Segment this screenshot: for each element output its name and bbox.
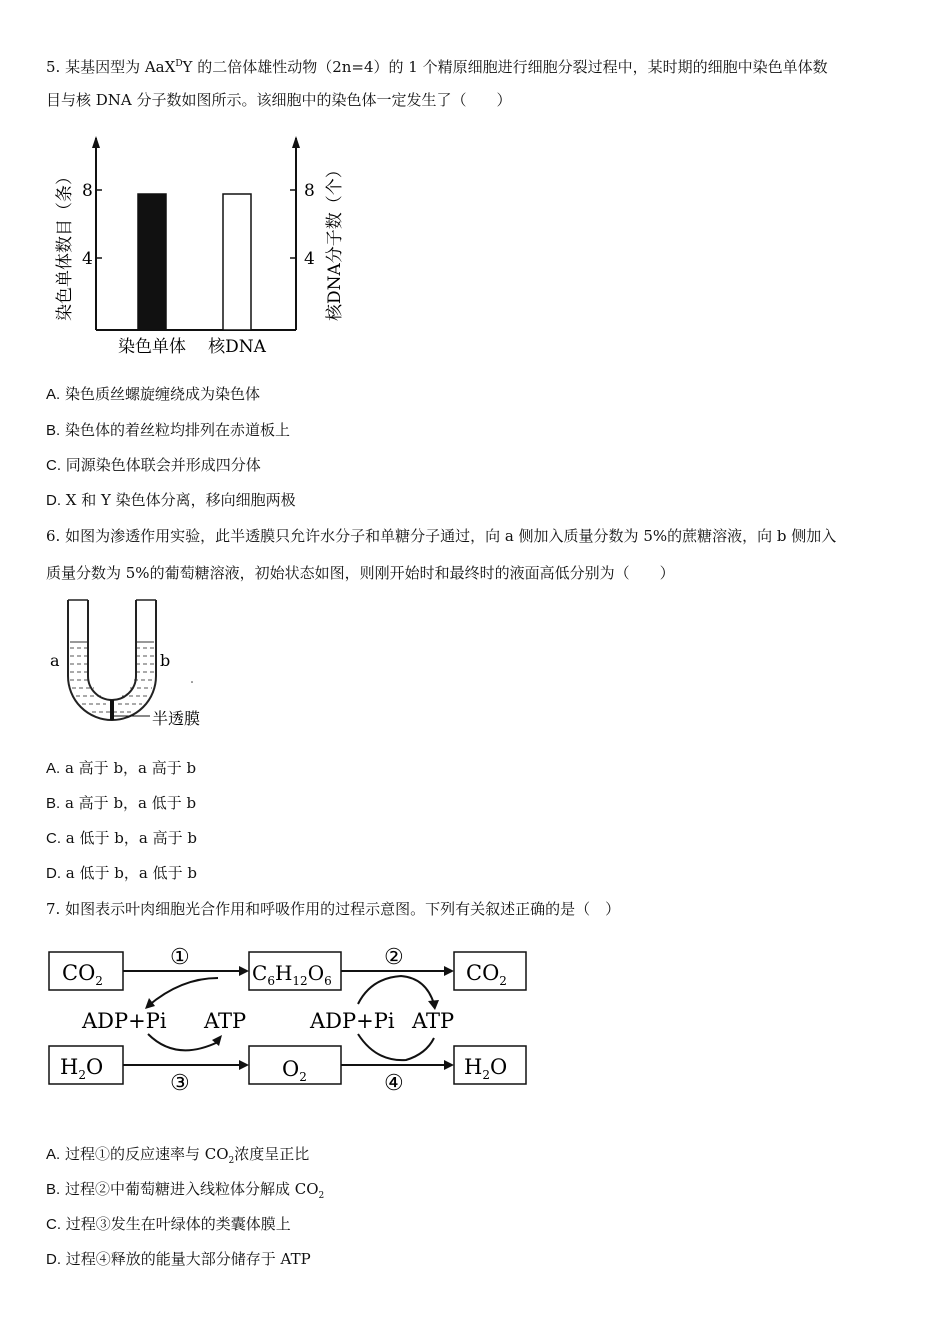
- q5-tick-4: 4: [82, 249, 93, 269]
- q6-option-c[interactable]: C. a 低于 b，a 高于 b: [46, 829, 197, 847]
- q6-option-d[interactable]: D. a 低于 b，a 低于 b: [46, 864, 197, 882]
- category-label-chromatid: 染色单体: [118, 337, 186, 357]
- q7-stem: 7. 如图表示叶肉细胞光合作用和呼吸作用的过程示意图。下列有关叙述正确的是（ ）: [46, 900, 621, 918]
- q5-option-c[interactable]: C. 同源染色体联会并形成四分体: [46, 456, 261, 474]
- q5-option-d[interactable]: D. X 和 Y 染色体分离，移向细胞两极: [46, 491, 296, 509]
- q6-stem-line1: 6. 如图为渗透作用实验，此半透膜只允许水分子和单糖分子通过，向 a 侧加入质量分数为 5%的蔗糖溶液，向 b 侧加入: [46, 527, 837, 545]
- bar-nuclear-dna: [223, 194, 251, 330]
- step-2-label: ②: [384, 945, 404, 970]
- q7-option-c[interactable]: C. 过程③发生在叶绿体的类囊体膜上: [46, 1215, 291, 1233]
- q6-option-a[interactable]: A. a 高于 b，a 高于 b: [46, 759, 197, 777]
- step-1-label: ①: [170, 945, 190, 970]
- svg-text:CO2: $CO_2$: [62, 961, 103, 988]
- q7-option-a[interactable]: A. 过程①的反应速率与 $CO_2$浓度呈正比: [46, 1145, 310, 1166]
- u-tube-inner: [88, 600, 136, 700]
- q5-tick-8: 8: [82, 181, 93, 201]
- label-membrane: 半透膜: [152, 709, 201, 728]
- svg-text:H2O: $H_2O$: [464, 1055, 508, 1082]
- q5-bar-chart: [48, 128, 358, 363]
- q5-right-tick-4: 4: [304, 249, 315, 269]
- q5-option-a[interactable]: A. 染色质丝螺旋缠绕成为染色体: [46, 385, 260, 403]
- q5-stem-line1: [46, 54, 828, 77]
- q5-option-b[interactable]: B. 染色体的着丝粒均排列在赤道板上: [46, 421, 290, 439]
- q7-option-b[interactable]: B. 过程②中葡萄糖进入线粒体分解成 $CO_2$: [46, 1180, 325, 1201]
- svg-text:H2O: $H_2O$: [60, 1055, 104, 1082]
- category-label-nuclear-dna: 核DNA: [208, 337, 266, 357]
- step-3-label: ③: [170, 1071, 190, 1096]
- svg-text:C6H12O6: $C_6H_{12}O_6$: [252, 961, 332, 988]
- q5-right-axis-label: 核DNA分子数（个）: [325, 161, 345, 321]
- bar-chromatid: [138, 194, 166, 330]
- q5-stem-text: 5. 某基因型为 AaX: [46, 58, 176, 76]
- q6-u-tube-figure: [46, 596, 226, 736]
- step-4-label: ④: [384, 1071, 404, 1096]
- atp-right: ATP: [412, 1009, 455, 1033]
- adp-right: ADP+Pi: [310, 1009, 395, 1033]
- q5-right-tick-8: 8: [304, 181, 315, 201]
- q5-stem-line2: 目与核 DNA 分子数如图所示。该细胞中的染色体一定发生了（ ）: [46, 91, 512, 109]
- q5-left-axis-label: 染色单体数目（条）: [55, 168, 75, 321]
- label-a: a: [50, 651, 60, 670]
- svg-text:O2: $O_2$: [282, 1057, 307, 1084]
- label-b: b: [160, 651, 171, 670]
- atp-left: ATP: [204, 1009, 247, 1033]
- q7-option-d[interactable]: D. 过程④释放的能量大部分储存于 ATP: [46, 1250, 311, 1268]
- q6-stem-line2: 质量分数为 5%的葡萄糖溶液，初始状态如图，则刚开始时和最终时的液面高低分别为（ ）: [46, 564, 675, 582]
- svg-text:CO2: $CO_2$: [466, 961, 507, 988]
- adp-left: ADP+Pi: [82, 1009, 167, 1033]
- q5-stem-text-cont: Y 的二倍体雄性动物（2n=4）的 1 个精原细胞进行细胞分裂过程中，某时期的细胞中染色单体数: [182, 58, 828, 76]
- q7-process-diagram: [46, 938, 536, 1098]
- q6-option-b[interactable]: B. a 高于 b，a 低于 b: [46, 794, 197, 812]
- q5-superscript: D: [175, 59, 183, 69]
